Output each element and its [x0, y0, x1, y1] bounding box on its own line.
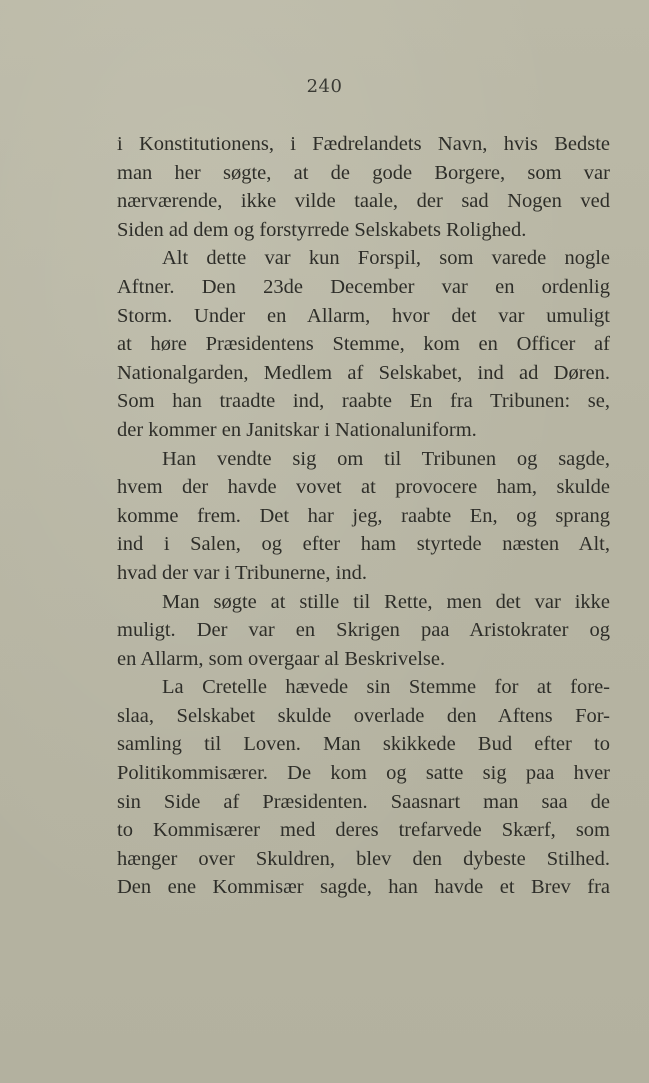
- page-number: 240: [306, 76, 343, 97]
- text-line: der kommer en Janitskar i Nationaluniform.: [117, 418, 477, 441]
- text-line: Man søgte at stille til Rette, men det var ikke: [162, 590, 610, 613]
- body-text: [117, 130, 610, 902]
- text-line: at høre Præsidentens Stemme, kom en Officer af: [117, 333, 610, 356]
- text-line: hænger over Skuldren, blev den dybeste Stilhed.: [117, 847, 610, 870]
- text-line: Storm. Under en Allarm, hvor det var umuligt: [117, 304, 610, 327]
- text-line: Nationalgarden, Medlem af Selskabet, ind ad Døren.: [117, 361, 610, 384]
- text-line: nærværende, ikke vilde taale, der sad Nogen ved: [117, 190, 610, 213]
- text-line: sin Side af Præsidenten. Saasnart man saa de: [117, 790, 610, 813]
- text-line: to Kommisærer med deres trefarvede Skærf, som: [117, 819, 610, 842]
- text-line: samling til Loven. Man skikkede Bud efter to: [117, 733, 610, 756]
- text-line: Den ene Kommisær sagde, han havde et Brev fra: [117, 876, 610, 899]
- text-line: muligt. Der var en Skrigen paa Aristokrater og: [117, 619, 610, 642]
- text-line: Alt dette var kun Forspil, som varede nogle: [162, 247, 610, 270]
- text-line: slaa, Selskabet skulde overlade den Aftens For-: [117, 704, 610, 727]
- text-line: man her søgte, at de gode Borgere, som var: [117, 161, 610, 184]
- text-line: ind i Salen, og efter ham styrtede næsten Alt,: [117, 533, 610, 556]
- text-line: komme frem. Det har jeg, raabte En, og sprang: [117, 504, 610, 527]
- text-line: Han vendte sig om til Tribunen og sagde,: [162, 447, 610, 470]
- text-line: hvad der var i Tribunerne, ind.: [117, 561, 367, 584]
- text-line: La Cretelle hævede sin Stemme for at fore-: [162, 676, 610, 699]
- text-line: en Allarm, som overgaar al Beskrivelse.: [117, 647, 446, 670]
- text-line: Som han traadte ind, raabte En fra Tribunen: se,: [117, 390, 610, 413]
- text-line: Politikommisærer. De kom og satte sig paa hver: [117, 762, 610, 785]
- text-line: hvem der havde vovet at provocere ham, skulde: [117, 476, 610, 499]
- text-line: Siden ad dem og forstyrrede Selskabets Rolighed.: [117, 218, 527, 241]
- text-line: i Konstitutionens, i Fædrelandets Navn, hvis Bedste: [117, 133, 610, 155]
- text-line: Aftner. Den 23de December var en ordenlig: [117, 275, 610, 298]
